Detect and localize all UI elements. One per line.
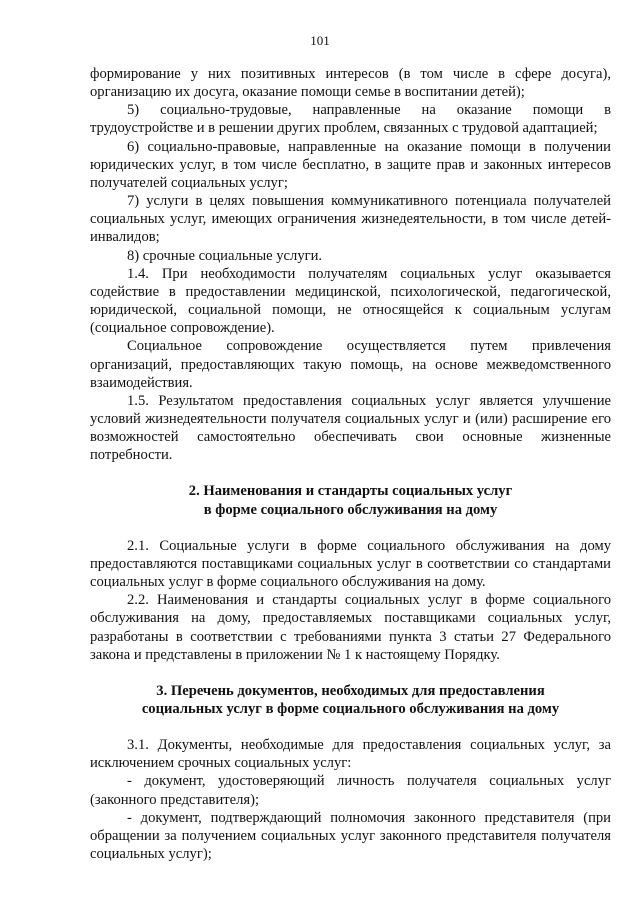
paragraph-2-1: 2.1. Социальные услуги в форме социального обслуживания на дому предоставляются поставщиками социальных услуг в соответствии со стандартами социальных услуг в форме социального обслуживания на дому. <box>90 537 611 591</box>
paragraph-social-support: Социальное сопровождение осуществляется путем привлечения организаций, предоставляющих такую помощь, на основе межведомственного взаимодействия. <box>90 338 611 391</box>
document-body <box>90 65 611 863</box>
paragraph-continuation: формирование у них позитивных интересов (в том числе в сфере досуга), организацию их досуга, оказание помощи семье в воспитании детей); <box>90 66 611 101</box>
paragraph-1-5: 1.5. Результатом предоставления социальных услуг является улучшение условий жизнедеятельности получателя социальных услуг и (или) расширение его возможностей самостоятельно обеспечивать свои основные жизненные потребности. <box>90 392 611 464</box>
paragraph-2-2: 2.2. Наименования и стандарты социальных услуг в форме социального обслуживания на дому, предоставляемых поставщиками социальных услуг, разработаны в соответствии с требованиями пункта 3 статьи 27 Федерального закона и представлены в приложении № 1 к настоящему Порядку. <box>90 592 611 663</box>
list-item-identity-document: - документ, удостоверяющий личность получателя социальных услуг (законного представителя); <box>90 773 611 808</box>
paragraph-item-5: 5) социально-трудовые, направленные на оказание помощи в трудоустройстве и в решении других проблем, связанных с трудовой адаптацией; <box>90 102 611 137</box>
list-item-representative-authority: - документ, подтверждающий полномочия законного представителя (при обращении за получением социальных услуг законного представителя получателя социальных услуг); <box>90 809 611 863</box>
section-3-heading-line-2: социальных услуг в форме социального обслуживания на дому <box>141 701 560 717</box>
paragraph-item-6: 6) социально-правовые, направленные на оказание помощи в получении юридических услуг, в том числе бесплатно, в защите прав и законных интересов получателей социальных услуг; <box>90 138 611 191</box>
page-number: 101 <box>310 33 330 48</box>
section-3-heading-line-1: 3. Перечень документов, необходимых для предоставления <box>156 682 545 699</box>
paragraph-1-4: 1.4. При необходимости получателям социальных услуг оказывается содействие в предоставлении медицинской, психологической, педагогической, юридической, социальной помощи, не относящейся к социальным услугам (социальное сопровождение). <box>90 265 611 337</box>
paragraph-item-7: 7) услуги в целях повышения коммуникативного потенциала получателей социальных услуг, имеющих ограничения жизнедеятельности, в том числе детей-инвалидов; <box>90 193 611 246</box>
paragraph-3-1: 3.1. Документы, необходимые для предоставления социальных услуг, за исключением срочных социальных услуг: <box>90 737 611 772</box>
section-2-heading-line-2: в форме социального обслуживания на дому <box>203 501 498 518</box>
section-2-heading-line-1: 2. Наименования и стандарты социальных услуг <box>188 483 513 500</box>
paragraph-item-8: 8) срочные социальные услуги. <box>127 247 323 264</box>
